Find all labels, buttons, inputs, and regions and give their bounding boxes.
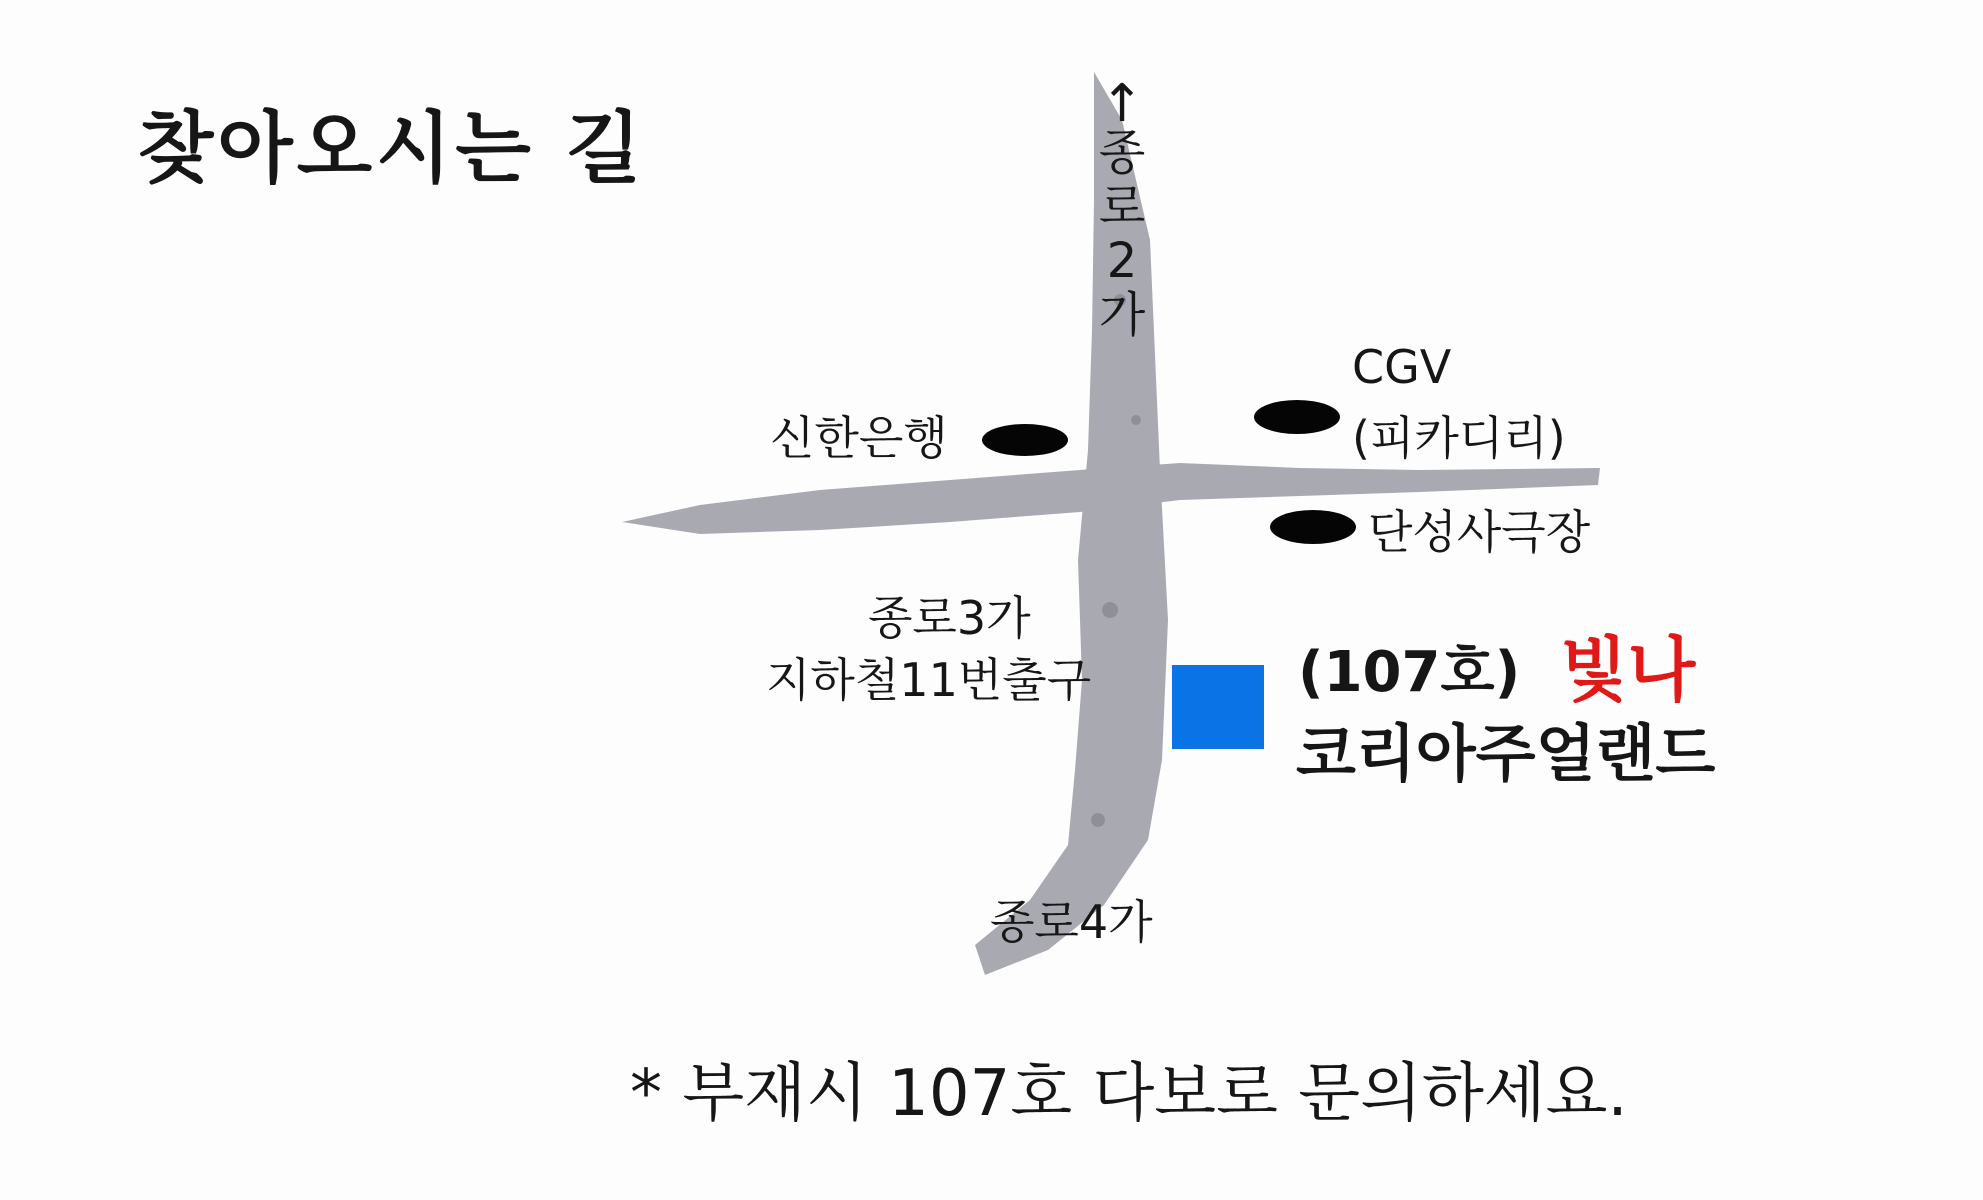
page-title: 찾아오시는 길 [138,104,646,194]
landmark-marker-cgv [1254,400,1340,434]
north-road-char: 로 [1098,179,1146,235]
shop-name: 빛나 [1560,629,1696,711]
landmark-label-shinhan: 신한은행 [770,411,948,465]
contact-notice: * 부재시 107호 다보로 문의하세요. [630,1057,1628,1131]
road-texture [1091,813,1105,827]
shop-room-number: (107호) [1298,640,1521,705]
station-label-jongno4: 종로4가 [990,895,1153,949]
north-road-char: 종 [1098,125,1146,181]
landmark-label-cgv: CGV [1352,340,1452,394]
north-road-label [1082,74,1162,343]
subway-exit-label: 지하철11번출구 [766,653,1092,707]
road-texture [1102,602,1118,618]
landmark-marker-shinhan [982,424,1068,456]
landmark-label-cgv-sub: (피카디리) [1352,411,1566,465]
north-arrow-icon: ↑ [1100,74,1144,134]
landmark-marker-danseong [1270,510,1356,544]
road-texture [1131,415,1141,425]
north-road-char: 가 [1098,287,1146,343]
company-name: 코리아주얼랜드 [1296,717,1716,790]
shop-location-marker [1172,665,1264,749]
north-road-char: 2 [1106,233,1138,289]
station-label-jongno3: 종로3가 [868,591,1031,645]
landmark-label-danseong: 단성사극장 [1368,505,1591,559]
